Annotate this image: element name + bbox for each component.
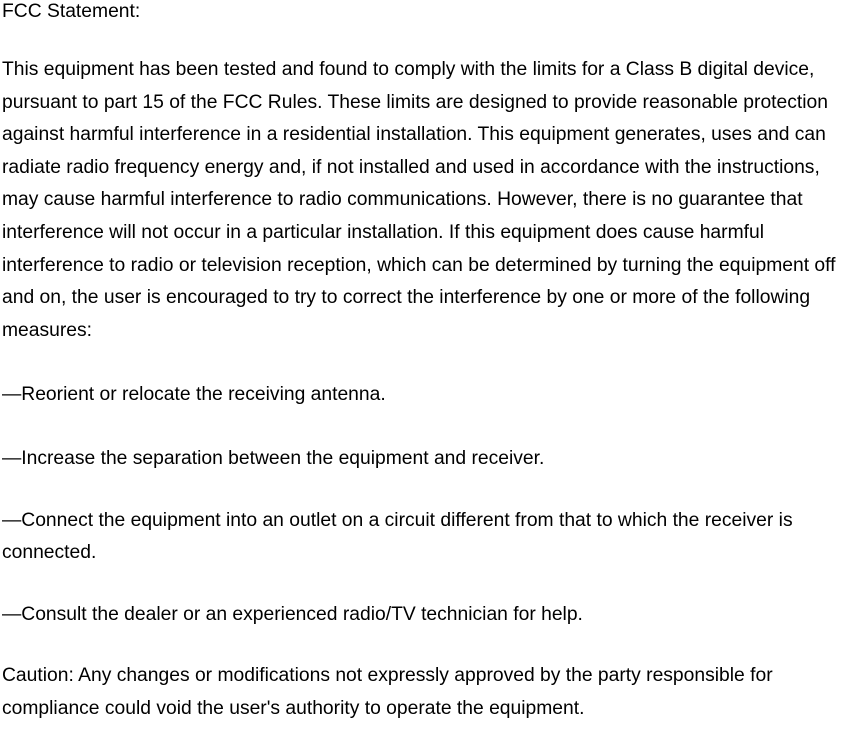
measure-item-consult: —Consult the dealer or an experienced radio/TV technician for help. [2, 603, 583, 625]
statement-intro-paragraph: This equipment has been tested and found to comply with the limits for a Class B digital device, pursuant to part 15 of the FCC Rules. These limits are designed to provide reasonable protection against harmful interference in a residential installation. This equipment generates, uses and can radiate radio frequency energy and, if not installed and used in accordance with the instructions, may cause harmful interference to radio communications. However, there is no guarantee that interference will not occur in a particular installation. If this equipment does cause harmful interference to radio or television reception, which can be determined by turning the equipment off and on, the user is encouraged to try to correct the interference by one or more of the following measures: [2, 59, 836, 341]
measure-item-separation: —Increase the separation between the equipment and receiver. [2, 447, 545, 469]
measure-item-outlet: —Connect the equipment into an outlet on a circuit different from that to which the receiver is connected. [2, 509, 793, 564]
fcc-statement-document [2, 0, 845, 726]
caution-paragraph: Caution: Any changes or modifications not expressly approved by the party responsible for compliance could void the user's authority to operate the equipment. [2, 665, 773, 719]
statement-heading: FCC Statement: [2, 1, 141, 22]
measure-item-reorient: —Reorient or relocate the receiving antenna. [2, 384, 386, 406]
